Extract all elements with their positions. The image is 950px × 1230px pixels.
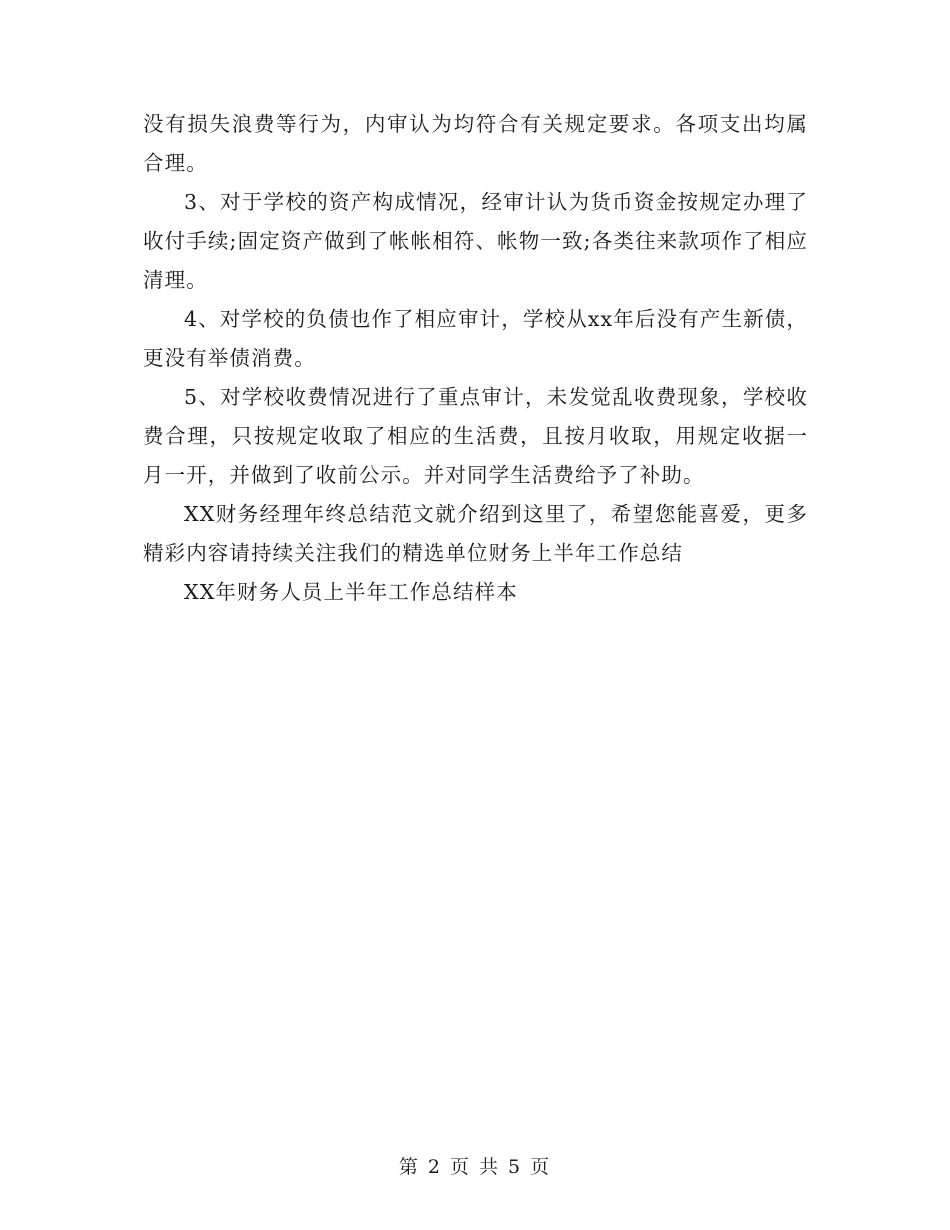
paragraph-related-title: XX年财务人员上半年工作总结样本: [184, 580, 518, 604]
paragraph-item-3: 3、对于学校的资产构成情况，经审计认为货币资金按规定办理了收付手续;固定资产做到了帐帐相符、帐物一致;各类往来款项作了相应清理。: [143, 190, 808, 292]
paragraph-item-4: 4、对学校的负债也作了相应审计，学校从xx年后没有产生新债，更没有举债消费。: [143, 307, 808, 370]
document-body: [143, 105, 808, 612]
paragraph-closing: XX财务经理年终总结范文就介绍到这里了，希望您能喜爱，更多精彩内容请持续关注我们的精选单位财务上半年工作总结: [143, 502, 808, 565]
paragraph-continuation: 没有损失浪费等行为，内审认为均符合有关规定要求。各项支出均属合理。: [143, 112, 808, 175]
paragraph-item-5: 5、对学校收费情况进行了重点审计，未发觉乱收费现象，学校收费合理，只按规定收取了相应的生活费，且按月收取，用规定收据一月一开，并做到了收前公示。并对同学生活费给予了补助。: [143, 385, 808, 487]
page-number-footer: 第 2 页 共 5 页: [398, 1156, 552, 1178]
